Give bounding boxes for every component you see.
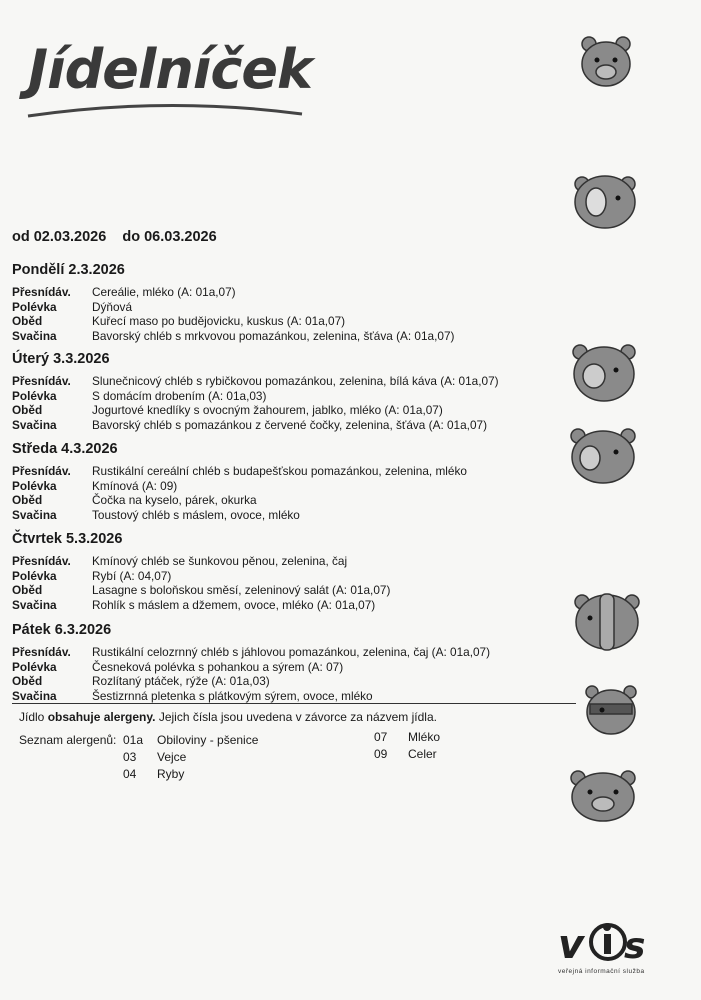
meal-value: Bavorský chléb s mrkvovou pomazánkou, zelenina, šťáva (A: 01a,07): [92, 328, 455, 343]
meal-row: [12, 464, 467, 479]
teddy-bear-icon: [575, 34, 637, 90]
meal-row: [12, 329, 454, 344]
meal-row: [12, 508, 467, 523]
allergen-item: 03 Vejce: [123, 750, 187, 764]
meal-label: Polévka: [12, 478, 57, 493]
meal-label: Polévka: [12, 299, 57, 314]
title-underline: [26, 100, 306, 120]
meal-value: Slunečnicový chléb s rybičkovou pomazánkou, zelenina, bílá káva (A: 01a,07): [92, 374, 499, 388]
meal-label: Oběd: [12, 674, 43, 688]
meal-label: Svačina: [12, 328, 57, 343]
day-section: [12, 441, 467, 522]
meal-row: [12, 374, 499, 389]
meal-row: [12, 598, 390, 613]
page-title: Jídelníček: [28, 38, 312, 101]
meal-row: [12, 479, 467, 494]
allergen-item: 09 Celer: [374, 747, 437, 761]
meal-row: [12, 285, 454, 300]
day-heading: Pátek 6.3.2026: [12, 622, 112, 638]
meal-label: Přesnídáv.: [12, 374, 71, 388]
meal-value: Kmínová (A: 09): [92, 478, 178, 493]
meal-label: Oběd: [12, 583, 43, 597]
meal-row: [12, 569, 390, 584]
meal-value: Rozlítaný ptáček, rýže (A: 01a,03): [92, 674, 270, 688]
meal-label: Polévka: [12, 388, 57, 403]
teddy-bear-icon: [566, 424, 640, 486]
meal-value: Toustový chléb s máslem, ovoce, mléko: [92, 507, 300, 522]
meal-label: Polévka: [12, 568, 57, 583]
meal-value: S domácím drobením (A: 01a,03): [92, 388, 267, 403]
meal-row: [12, 389, 499, 404]
meal-row: [12, 689, 490, 704]
meal-value: Šestizrnná pletenka s plátkovým sýrem, ovoce, mléko: [92, 688, 373, 703]
allergen-list-label: Seznam alergenů:: [19, 733, 117, 747]
date-range: [12, 229, 229, 245]
allergen-item: 07 Mléko: [374, 730, 441, 744]
day-heading: Středa 4.3.2026: [12, 441, 118, 457]
svg-text:s: s: [624, 926, 646, 966]
meal-row: [12, 314, 454, 329]
meal-value: Kuřecí maso po budějovicku, kuskus (A: 01a,07): [92, 314, 346, 328]
meal-row: [12, 300, 454, 315]
meal-value: Jogurtové knedlíky s ovocným žahourem, jablko, mléko (A: 01a,07): [92, 403, 443, 417]
meal-row: [12, 493, 467, 508]
meal-value: Rustikální celozrnný chléb s jáhlovou pomazánkou, zelenina, čaj (A: 01a,07): [92, 645, 491, 659]
meal-row: [12, 583, 390, 598]
date-to: do 06.03.2026: [122, 229, 217, 245]
allergen-item: 04 Ryby: [123, 767, 185, 781]
vis-logo: [556, 918, 652, 966]
meal-row: [12, 645, 490, 660]
meal-value: Čočka na kyselo, párek, okurka: [92, 493, 257, 507]
day-section: [12, 531, 390, 612]
divider: [12, 703, 576, 704]
day-section: [12, 622, 490, 703]
day-heading: Pondělí 2.3.2026: [12, 262, 125, 278]
meal-label: Přesnídáv.: [12, 554, 71, 568]
svg-text:v: v: [558, 922, 585, 966]
meal-row: [12, 418, 499, 433]
meal-label: Přesnídáv.: [12, 285, 71, 299]
teddy-bear-icon: [566, 766, 640, 824]
logo-subtitle: veřejná informační služba: [558, 968, 645, 975]
allergen-item: 01a Obiloviny - pšenice: [123, 733, 259, 747]
meal-label: Přesnídáv.: [12, 464, 71, 478]
meal-row: [12, 554, 390, 569]
meal-value: Rybí (A: 04,07): [92, 568, 172, 583]
teddy-bear-icon: [568, 340, 640, 404]
meal-value: Dýňová: [92, 299, 132, 314]
meal-value: Rohlík s máslem a džemem, ovoce, mléko (A: 01a,07): [92, 597, 376, 612]
teddy-bear-icon: [570, 588, 644, 652]
meal-value: Bavorský chléb s pomazánkou z červené čočky, zelenina, šťáva (A: 01a,07): [92, 417, 488, 432]
meal-row: [12, 674, 490, 689]
allergen-note: Jídlo obsahuje alergeny. Jejich čísla jsou uvedena v závorce za názvem jídla.: [19, 710, 437, 724]
meal-value: Kmínový chléb se šunkovou pěnou, zelenina, čaj: [92, 554, 348, 568]
meal-value: Česneková polévka s pohankou a sýrem (A: 07): [92, 659, 344, 674]
meal-value: Rustikální cereální chléb s budapešťskou pomazánkou, zelenina, mléko: [92, 464, 467, 478]
date-from: od 02.03.2026: [12, 229, 107, 245]
meal-label: Svačina: [12, 417, 57, 432]
meal-label: Polévka: [12, 659, 57, 674]
meal-label: Svačina: [12, 688, 57, 703]
day-section: [12, 351, 499, 432]
day-section: [12, 262, 454, 343]
meal-row: [12, 403, 499, 418]
day-heading: Čtvrtek 5.3.2026: [12, 531, 123, 547]
teddy-bear-icon: [570, 170, 640, 232]
meal-row: [12, 660, 490, 675]
meal-value: Lasagne s boloňskou směsí, zeleninový salát (A: 01a,07): [92, 583, 391, 597]
meal-label: Oběd: [12, 403, 43, 417]
meal-label: Svačina: [12, 597, 57, 612]
meal-label: Svačina: [12, 507, 57, 522]
meal-label: Přesnídáv.: [12, 645, 71, 659]
meal-label: Oběd: [12, 314, 43, 328]
day-heading: Úterý 3.3.2026: [12, 351, 110, 367]
meal-value: Cereálie, mléko (A: 01a,07): [92, 285, 236, 299]
teddy-bear-icon: [582, 682, 640, 738]
meal-label: Oběd: [12, 493, 43, 507]
